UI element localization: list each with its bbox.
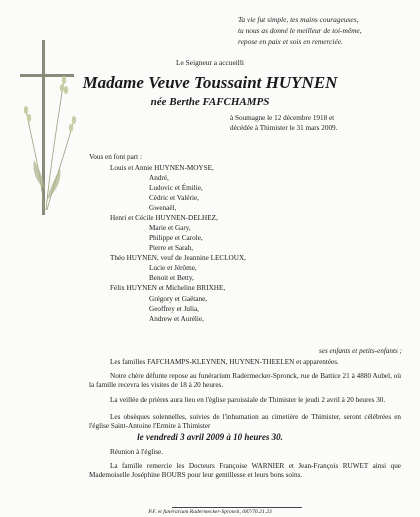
thanks-text: La famille remercie les Docteurs Françoise WARNIER et Jean-François RUWET ainsi que Mademoiselle Joséphine BOURS pour leur gentillesse et leurs bons soins. (89, 462, 401, 480)
child-name: Philippe et Carole, (149, 234, 203, 242)
vigil-text: La veillée de prières aura lieu en l'église paroissiale de Thimister le jeudi 2 avril à 20 heures 30. (110, 396, 386, 404)
death-line: décédée à Thimister le 31 mars 2009. (230, 124, 338, 132)
footer-funeral-home: P.F. et funérarium Radermecker-Spronck, 087/76.21.23 (148, 509, 272, 515)
thanks-paragraph (89, 462, 401, 481)
child-name: Pierre et Sarah, (149, 244, 194, 252)
child-name: Marie et Gary, (149, 224, 191, 232)
child-name: Ludovic et Émilie, (149, 184, 203, 192)
child-name: André, (149, 174, 169, 182)
child-name: Lucie et Jérôme, (149, 264, 197, 272)
gathering-text: Réunion à l'église. (110, 448, 163, 456)
mourners-intro: Vous en font part : (89, 153, 142, 161)
child-name: Gwenaël, (149, 204, 177, 212)
grandchildren-line: ses enfants et petits-enfants ; (318, 347, 402, 355)
family-head: Henri et Cécile HUYNEN-DELHEZ, (110, 214, 218, 222)
funeral-paragraph (89, 413, 401, 432)
poem-line: repose en paix et sois en remerciée. (238, 37, 343, 46)
poem-line: tu nous as donné le meilleur de toi-même, (238, 26, 362, 35)
funeral-date: le vendredi 3 avril 2009 à 10 heures 30. (137, 432, 283, 442)
child-name: Geoffrey et Julia, (149, 305, 199, 313)
child-name: Andrew et Aurélie, (149, 315, 204, 323)
vigil-paragraph (89, 396, 401, 405)
child-name: Benoit et Betty, (149, 274, 194, 282)
funerarium-paragraph (89, 372, 401, 391)
other-families-line: Les familles FAFCHAMPS-KLEYNEN, HUYNEN-THEELEN et apparentées. (110, 358, 339, 366)
child-name: Cédric et Valérie, (149, 194, 199, 202)
poem-line: Ta vie fut simple, tes mains courageuses, (238, 15, 359, 24)
poem (238, 14, 413, 47)
funerarium-text: Notre chère défunte repose au funérarium Radermecker-Spronck, rue de Battice 21 à 4880 Aubel, où la famille recevra les visites de 18 à 20 heures. (89, 372, 401, 390)
maiden-name: née Berthe FAFCHAMPS (150, 96, 270, 108)
funeral-text: Les obsèques solennelles, suivies de l'inhumation au cimetière de Thimister, seront célébrées en l'église Saint-Antoine l'Ermite à Thimister (89, 413, 401, 431)
family-head: Théo HUYNEN, veuf de Jeannine LECLOUX, (110, 254, 246, 262)
child-name: Grégory et Gaëtane, (149, 295, 208, 303)
family-head: Louis et Annie HUYNEN-MOYSE, (110, 164, 214, 172)
birth-line: à Soumagne le 12 décembre 1918 et (230, 114, 335, 122)
family-head: Félix HUYNEN et Micheline BRIXHE, (110, 284, 226, 292)
gathering-paragraph (89, 448, 401, 457)
intro-line: Le Seigneur a accueilli (176, 58, 244, 67)
deceased-name: Madame Veuve Toussaint HUYNEN (82, 73, 338, 92)
